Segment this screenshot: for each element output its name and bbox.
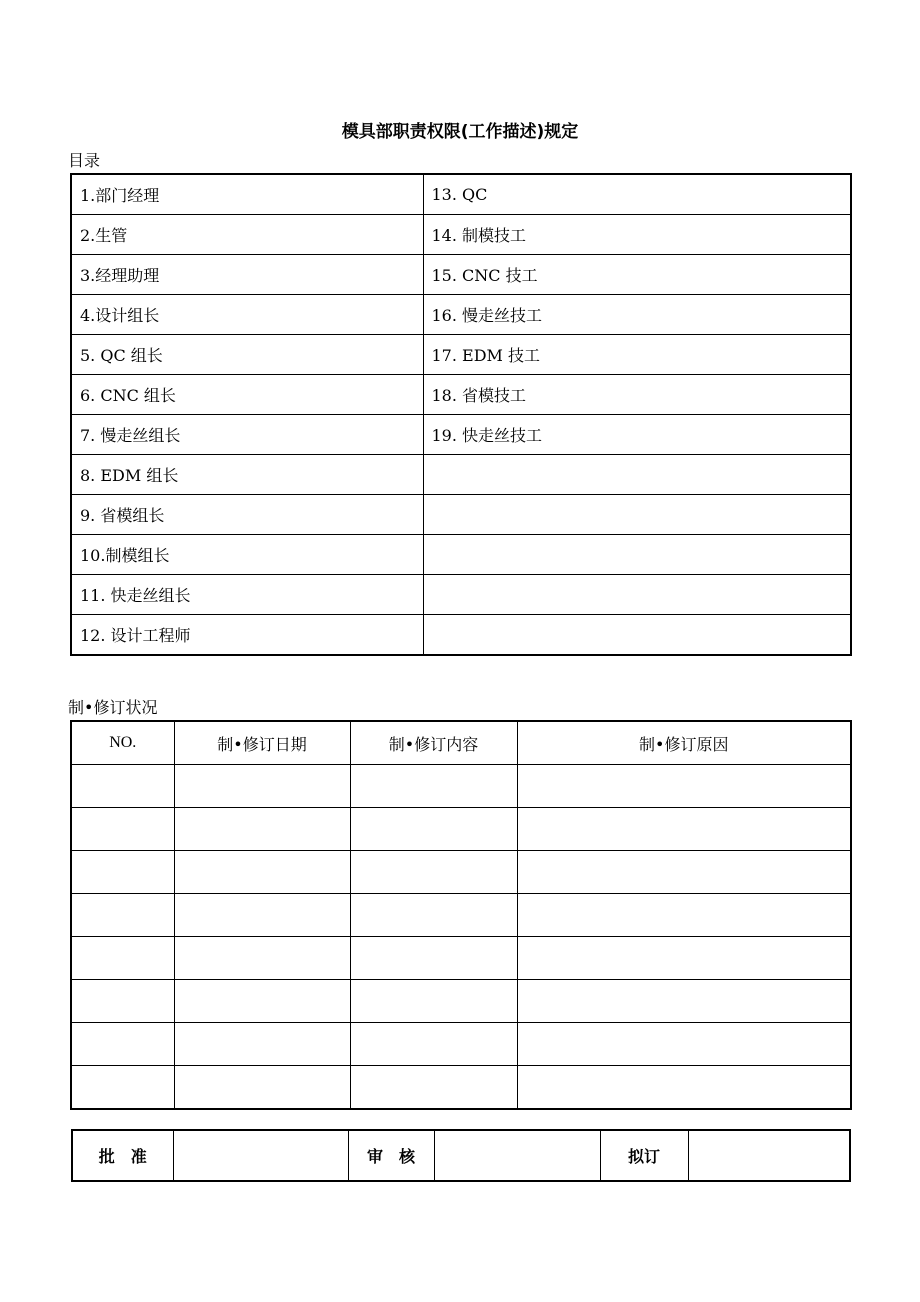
revision-row <box>71 1023 851 1066</box>
toc-item-right: 13. QC <box>423 174 851 215</box>
revision-row <box>71 980 851 1023</box>
revision-row <box>71 765 851 808</box>
toc-item-right <box>423 575 851 615</box>
toc-item-right <box>423 615 851 656</box>
revision-date-cell[interactable] <box>174 851 350 894</box>
toc-item-left: 1.部门经理 <box>71 174 423 215</box>
revision-date-cell[interactable] <box>174 765 350 808</box>
revision-reason-cell[interactable] <box>517 808 851 851</box>
toc-row <box>71 174 851 215</box>
toc-item-left: 8. EDM 组长 <box>71 455 423 495</box>
revision-row <box>71 851 851 894</box>
revision-date-cell[interactable] <box>174 894 350 937</box>
toc-row <box>71 375 851 415</box>
revision-no-cell[interactable] <box>71 1023 174 1066</box>
toc-item-left: 3.经理助理 <box>71 255 423 295</box>
toc-item-right: 19. 快走丝技工 <box>423 415 851 455</box>
revision-reason-cell[interactable] <box>517 894 851 937</box>
revision-reason-cell[interactable] <box>517 765 851 808</box>
revision-no-cell[interactable] <box>71 765 174 808</box>
toc-item-left: 12. 设计工程师 <box>71 615 423 656</box>
toc-row <box>71 215 851 255</box>
toc-item-left: 5. QC 组长 <box>71 335 423 375</box>
header-date: 制•修订日期 <box>174 721 350 765</box>
toc-row <box>71 295 851 335</box>
header-content: 制•修订内容 <box>350 721 517 765</box>
revision-no-cell[interactable] <box>71 1066 174 1110</box>
draft-label: 拟订 <box>600 1130 688 1181</box>
review-field[interactable] <box>434 1130 600 1181</box>
revision-reason-cell[interactable] <box>517 851 851 894</box>
revision-content-cell[interactable] <box>350 937 517 980</box>
revision-label: 制•修订状况 <box>68 698 158 717</box>
toc-row <box>71 415 851 455</box>
toc-item-left: 4.设计组长 <box>71 295 423 335</box>
toc-row <box>71 535 851 575</box>
toc-row <box>71 335 851 375</box>
toc-item-right: 17. EDM 技工 <box>423 335 851 375</box>
signoff-row <box>72 1130 850 1181</box>
revision-content-cell[interactable] <box>350 851 517 894</box>
toc-item-left: 9. 省模组长 <box>71 495 423 535</box>
revision-content-cell[interactable] <box>350 765 517 808</box>
toc-item-right: 15. CNC 技工 <box>423 255 851 295</box>
revision-no-cell[interactable] <box>71 937 174 980</box>
revision-content-cell[interactable] <box>350 1066 517 1110</box>
approve-field[interactable] <box>173 1130 348 1181</box>
toc-row <box>71 255 851 295</box>
header-no: NO. <box>71 721 174 765</box>
toc-item-left: 2.生管 <box>71 215 423 255</box>
toc-item-right <box>423 535 851 575</box>
draft-field[interactable] <box>688 1130 850 1181</box>
revision-date-cell[interactable] <box>174 808 350 851</box>
revision-content-cell[interactable] <box>350 1023 517 1066</box>
revision-reason-cell[interactable] <box>517 937 851 980</box>
toc-item-right: 14. 制模技工 <box>423 215 851 255</box>
revision-row <box>71 894 851 937</box>
revision-header-row <box>71 721 851 765</box>
revision-content-cell[interactable] <box>350 894 517 937</box>
revision-no-cell[interactable] <box>71 894 174 937</box>
revision-no-cell[interactable] <box>71 808 174 851</box>
revision-table <box>70 720 852 1110</box>
toc-item-right: 18. 省模技工 <box>423 375 851 415</box>
toc-row <box>71 615 851 656</box>
toc-label: 目录 <box>68 151 101 170</box>
revision-reason-cell[interactable] <box>517 1023 851 1066</box>
revision-reason-cell[interactable] <box>517 980 851 1023</box>
revision-content-cell[interactable] <box>350 980 517 1023</box>
toc-row <box>71 495 851 535</box>
toc-item-left: 10.制模组长 <box>71 535 423 575</box>
revision-date-cell[interactable] <box>174 980 350 1023</box>
revision-date-cell[interactable] <box>174 1023 350 1066</box>
revision-row <box>71 808 851 851</box>
toc-item-right: 16. 慢走丝技工 <box>423 295 851 335</box>
revision-date-cell[interactable] <box>174 1066 350 1110</box>
revision-reason-cell[interactable] <box>517 1066 851 1110</box>
document-title: 模具部职责权限(工作描述)规定 <box>341 122 579 142</box>
toc-item-left: 7. 慢走丝组长 <box>71 415 423 455</box>
revision-date-cell[interactable] <box>174 937 350 980</box>
toc-row <box>71 455 851 495</box>
review-label: 审 核 <box>348 1130 434 1181</box>
toc-item-left: 6. CNC 组长 <box>71 375 423 415</box>
revision-row <box>71 937 851 980</box>
revision-no-cell[interactable] <box>71 980 174 1023</box>
toc-row <box>71 575 851 615</box>
toc-item-left: 11. 快走丝组长 <box>71 575 423 615</box>
revision-no-cell[interactable] <box>71 851 174 894</box>
header-reason: 制•修订原因 <box>517 721 851 765</box>
toc-item-right <box>423 455 851 495</box>
signoff-table <box>71 1129 851 1182</box>
toc-item-right <box>423 495 851 535</box>
revision-content-cell[interactable] <box>350 808 517 851</box>
approve-label: 批 准 <box>72 1130 173 1181</box>
toc-table <box>70 173 852 656</box>
revision-row <box>71 1066 851 1110</box>
